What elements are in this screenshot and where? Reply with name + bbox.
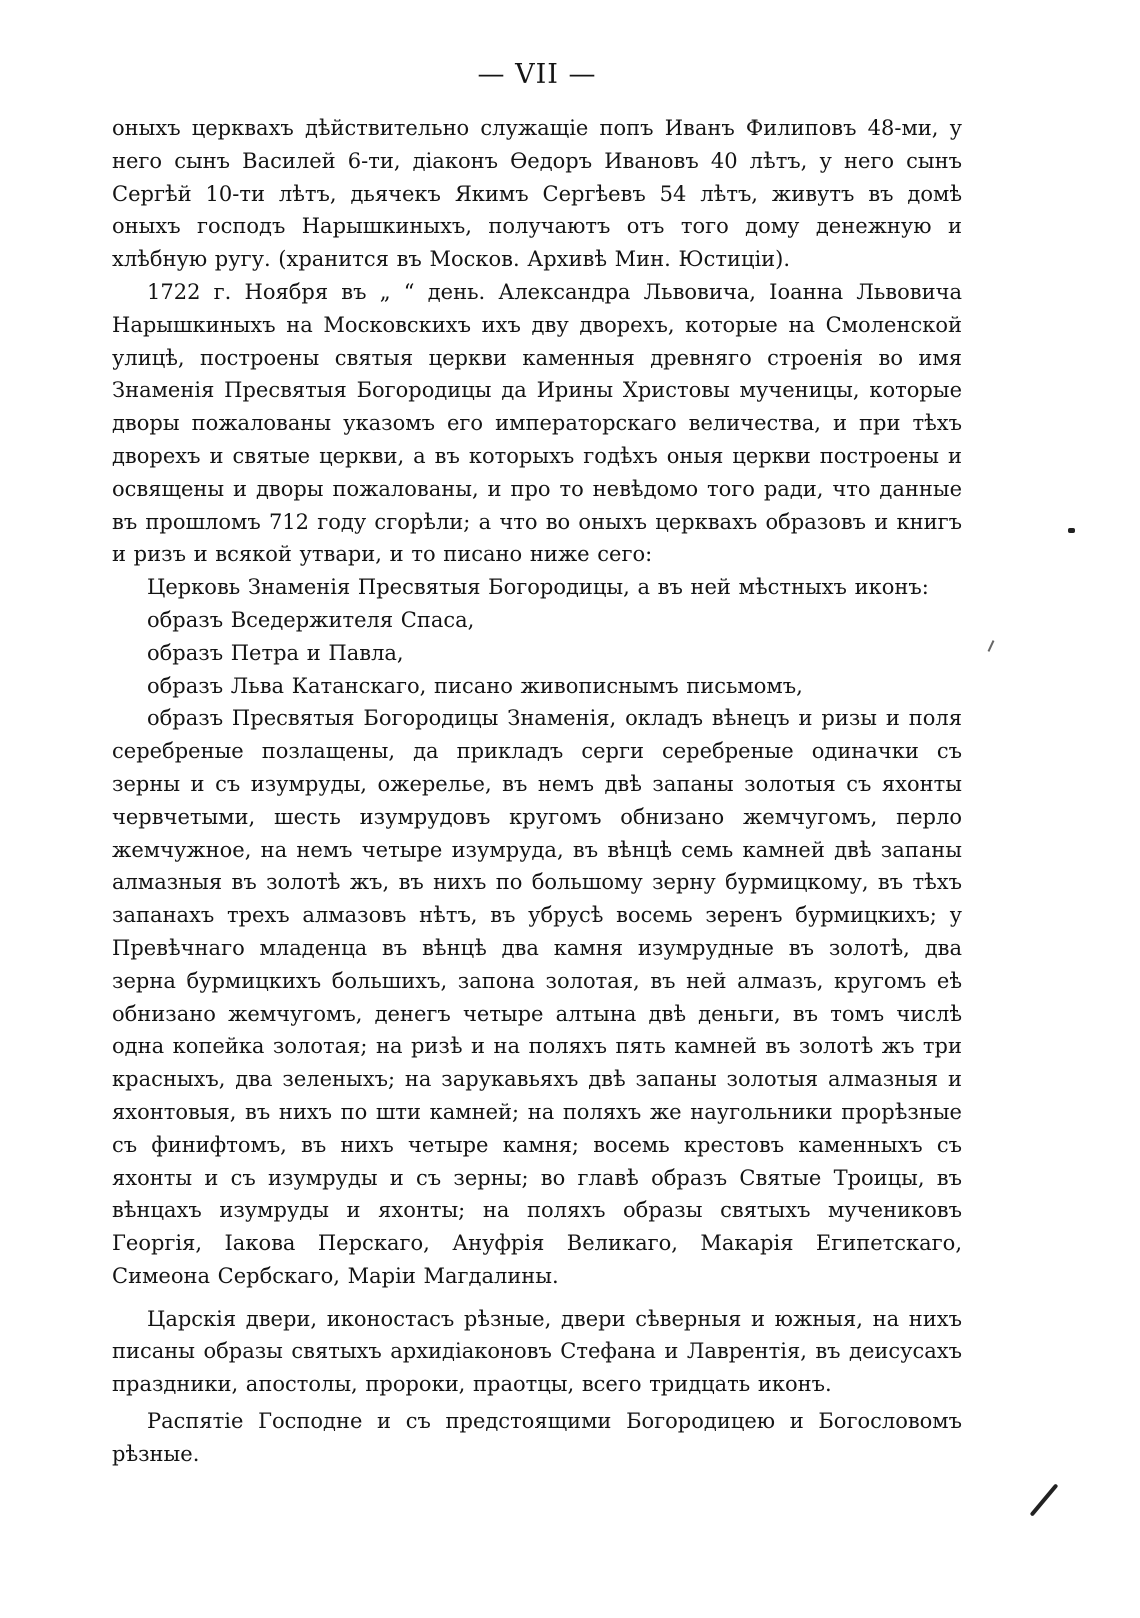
paragraph-iconostasis: Царскія двери, иконостасъ рѣзные, двери сѣверныя и южныя, на нихъ писаны образы святыхъ архидіаконовъ Стефана и Лаврентія, въ деисусахъ праздники, апостолы, пророки, праотцы, всего тридцать иконъ. bbox=[112, 1306, 962, 1397]
paragraph-icon-description: образъ Пресвятыя Богородицы Знаменія, окладъ вѣнецъ и ризы и поля серебреные позлащены, да прикладъ серги серебреные одиначки съ зерны и съ изумруды, ожерелье, въ немъ двѣ запаны золотыя съ яхонты червчетыми, шесть изумрудовъ кругомъ обнизано жемчугомъ, перло жемчужное, на немъ четыре изумруда, въ вѣнцѣ семь камней двѣ запаны алмазныя въ золотѣ жъ, въ нихъ по большому зерну бурмицкому, въ тѣхъ запанахъ трехъ алмазовъ нѣтъ, въ убрусѣ восемь зеренъ бурмицкихъ; у Превѣчнаго младенца въ вѣнцѣ два камня изумрудные въ золотѣ, два зерна бурмицкихъ большихъ, запона золотая, въ ней алмазъ, кругомъ еѣ обнизано жемчугомъ, денегъ четыре алтына двѣ деньги, въ томъ числѣ одна копейка золотая; на ризѣ и на поляхъ пять камней въ золотѣ жъ три красныхъ, два зеленыхъ; на зарукавьяхъ двѣ запаны золотыя алмазныя и яхонтовыя, въ нихъ по шти камней; на поляхъ же наугольники прорѣзные съ финифтомъ, въ нихъ четыре камня; восемь крестовъ каменныхъ съ яхонты и съ изумруды и съ зерны; во главѣ образъ Святые Троицы, въ вѣнцахъ изумруды и яхонты; на поляхъ образы святыхъ мучениковъ Георгія, Іакова Перскаго, Ануфрія Великаго, Макарія Египетскаго, Симеона Сербскаго, Маріи Магдалины. bbox=[112, 706, 962, 1288]
ink-speck bbox=[1068, 528, 1075, 533]
paragraph-clergy: оныхъ церквахъ дѣйствительно служащіе попъ Иванъ Филиповъ 48-ми, у него сынъ Василей 6-ти, діаконъ Ѳедоръ Ивановъ 40 лѣтъ, у него сынъ Сергѣй 10-ти лѣтъ, дьячекъ Якимъ Сергѣевъ 54 лѣтъ, живутъ въ домѣ оныхъ господъ Нарышкиныхъ, получаютъ отъ того дому денежную и хлѣбную ругу. (хранится въ Москов. Архивѣ Мин. Юстиціи). bbox=[112, 116, 962, 272]
icon-list-item: образъ Петра и Павла, bbox=[147, 640, 404, 665]
icon-list-item: образъ Вседержителя Спаса, bbox=[147, 607, 475, 632]
paragraph-1722-record: 1722 г. Ноября въ „ “ день. Александра Львовича, Іоанна Львовича Нарышкиныхъ на Московскихъ ихъ дву дворехъ, которые на Смоленской улицѣ, построены святыя церкви каменныя древняго строенія во имя Знаменія Пресвятыя Богородицы да Ирины Христовы мученицы, которые дворы пожалованы указомъ его императорскаго величества, и при тѣхъ дворехъ и святые церкви, а въ которыхъ годѣхъ оныя церкви построены и освящены и дворы пожалованы, и про то невѣдомо того ради, что данные въ прошломъ 712 году сгорѣли; а что во оныхъ церквахъ образовъ и книгъ и ризъ и всякой утвари, и то писано ниже сего: bbox=[112, 279, 962, 567]
ink-speck bbox=[988, 640, 995, 652]
paragraph-crucifix: Распятіе Господне и съ предстоящими Богородицею и Богословомъ рѣзные. bbox=[112, 1409, 962, 1466]
church-inventory-heading: Церковь Знаменія Пресвятыя Богородицы, а въ ней мѣстныхъ иконъ: bbox=[147, 575, 929, 600]
margin-pen-mark bbox=[1030, 1483, 1059, 1516]
icon-list-item: образъ Льва Катанскаго, писано живописнымъ письмомъ, bbox=[147, 673, 803, 698]
page-number: — VII — bbox=[477, 59, 597, 90]
document-page bbox=[112, 58, 962, 1471]
